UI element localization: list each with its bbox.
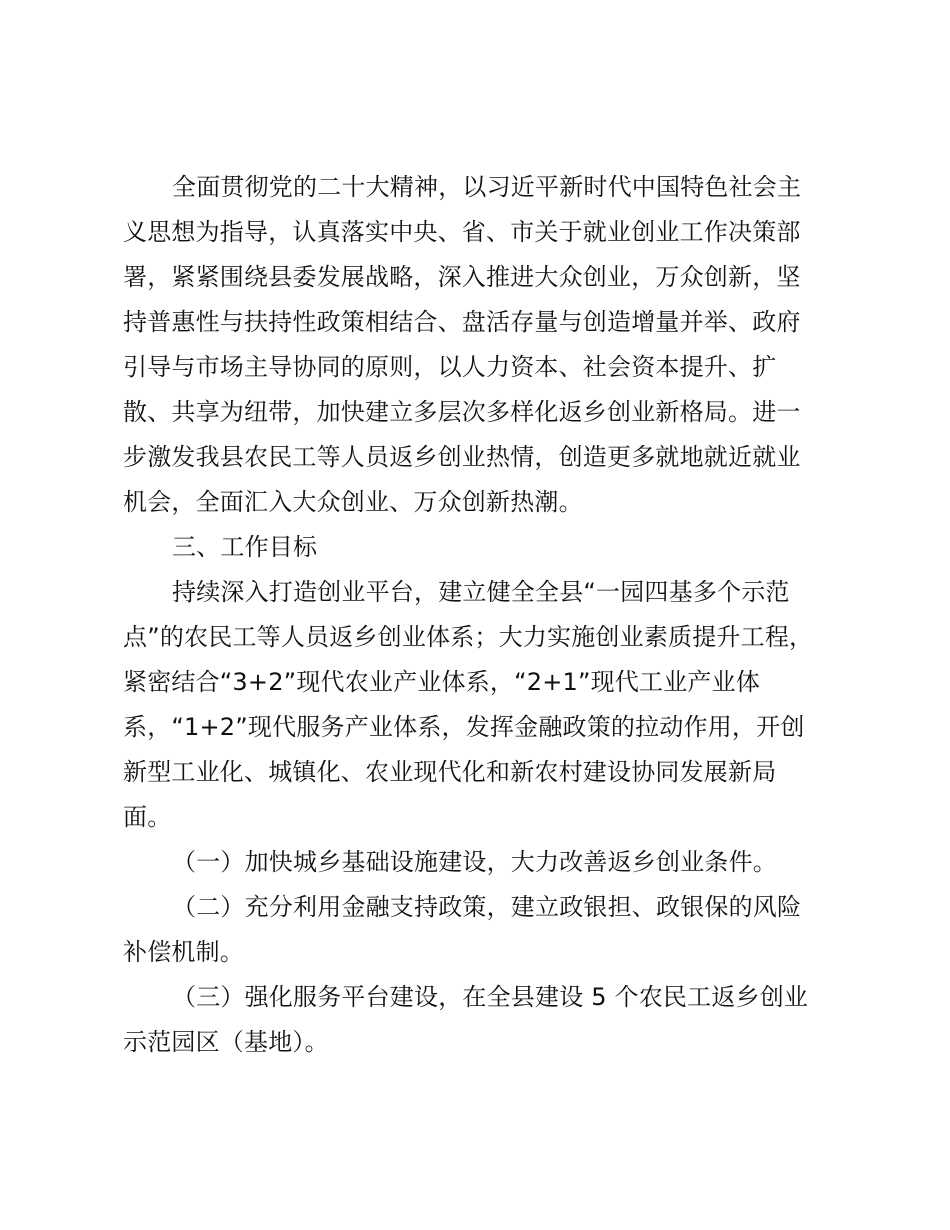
paragraph-line: 全面贯彻党的二十大精神，以习近平新时代中国特色社会主 bbox=[172, 173, 802, 201]
paragraph-line: 义思想为指导，认真落实中央、省、市关于就业创业工作决策部 bbox=[123, 218, 801, 246]
paragraph-line: 面。 bbox=[123, 803, 172, 831]
paragraph-line: 引导与市场主导协同的原则，以人力资本、社会资本提升、扩 bbox=[123, 353, 777, 381]
list-item: （三）强化服务平台建设，在全县建设 5 个农民工返乡创业 bbox=[172, 983, 809, 1011]
paragraph-line: 持续深入打造创业平台，建立健全全县“一园四基多个示范 bbox=[172, 578, 790, 606]
paragraph-line: 新型工业化、城镇化、农业现代化和新农村建设协同发展新局 bbox=[123, 758, 777, 786]
paragraph-line: 步激发我县农民工等人员返乡创业热情，创造更多就地就近就业 bbox=[123, 443, 801, 471]
paragraph-line: 署，紧紧围绕县委发展战略，深入推进大众创业，万众创新，坚 bbox=[123, 263, 801, 291]
paragraph-line: 紧密结合“3+2”现代农业产业体系，“2+1”现代工业产业体 bbox=[123, 668, 761, 696]
paragraph-line: 机会，全面汇入大众创业、万众创新热潮。 bbox=[123, 488, 583, 516]
paragraph-line: 散、共享为纽带，加快建立多层次多样化返乡创业新格局。进一 bbox=[123, 398, 801, 426]
paragraph-line: 系，“1+2”现代服务产业体系，发挥金融政策的拉动作用，开创 bbox=[123, 713, 805, 741]
list-item-continuation: 补偿机制。 bbox=[123, 938, 244, 966]
paragraph-line: 点”的农民工等人员返乡创业体系；大力实施创业素质提升工程， bbox=[123, 623, 814, 651]
paragraph-line: 持普惠性与扶持性政策相结合、盘活存量与创造增量并举、政府 bbox=[123, 308, 801, 336]
section-heading: 三、工作目标 bbox=[172, 533, 318, 561]
list-item: （二）充分利用金融支持政策，建立政银担、政银保的风险 bbox=[172, 893, 802, 921]
list-item: （一）加快城乡基础设施建设，大力改善返乡创业条件。 bbox=[172, 848, 777, 876]
list-item-continuation: 示范园区（基地）。 bbox=[123, 1028, 329, 1056]
